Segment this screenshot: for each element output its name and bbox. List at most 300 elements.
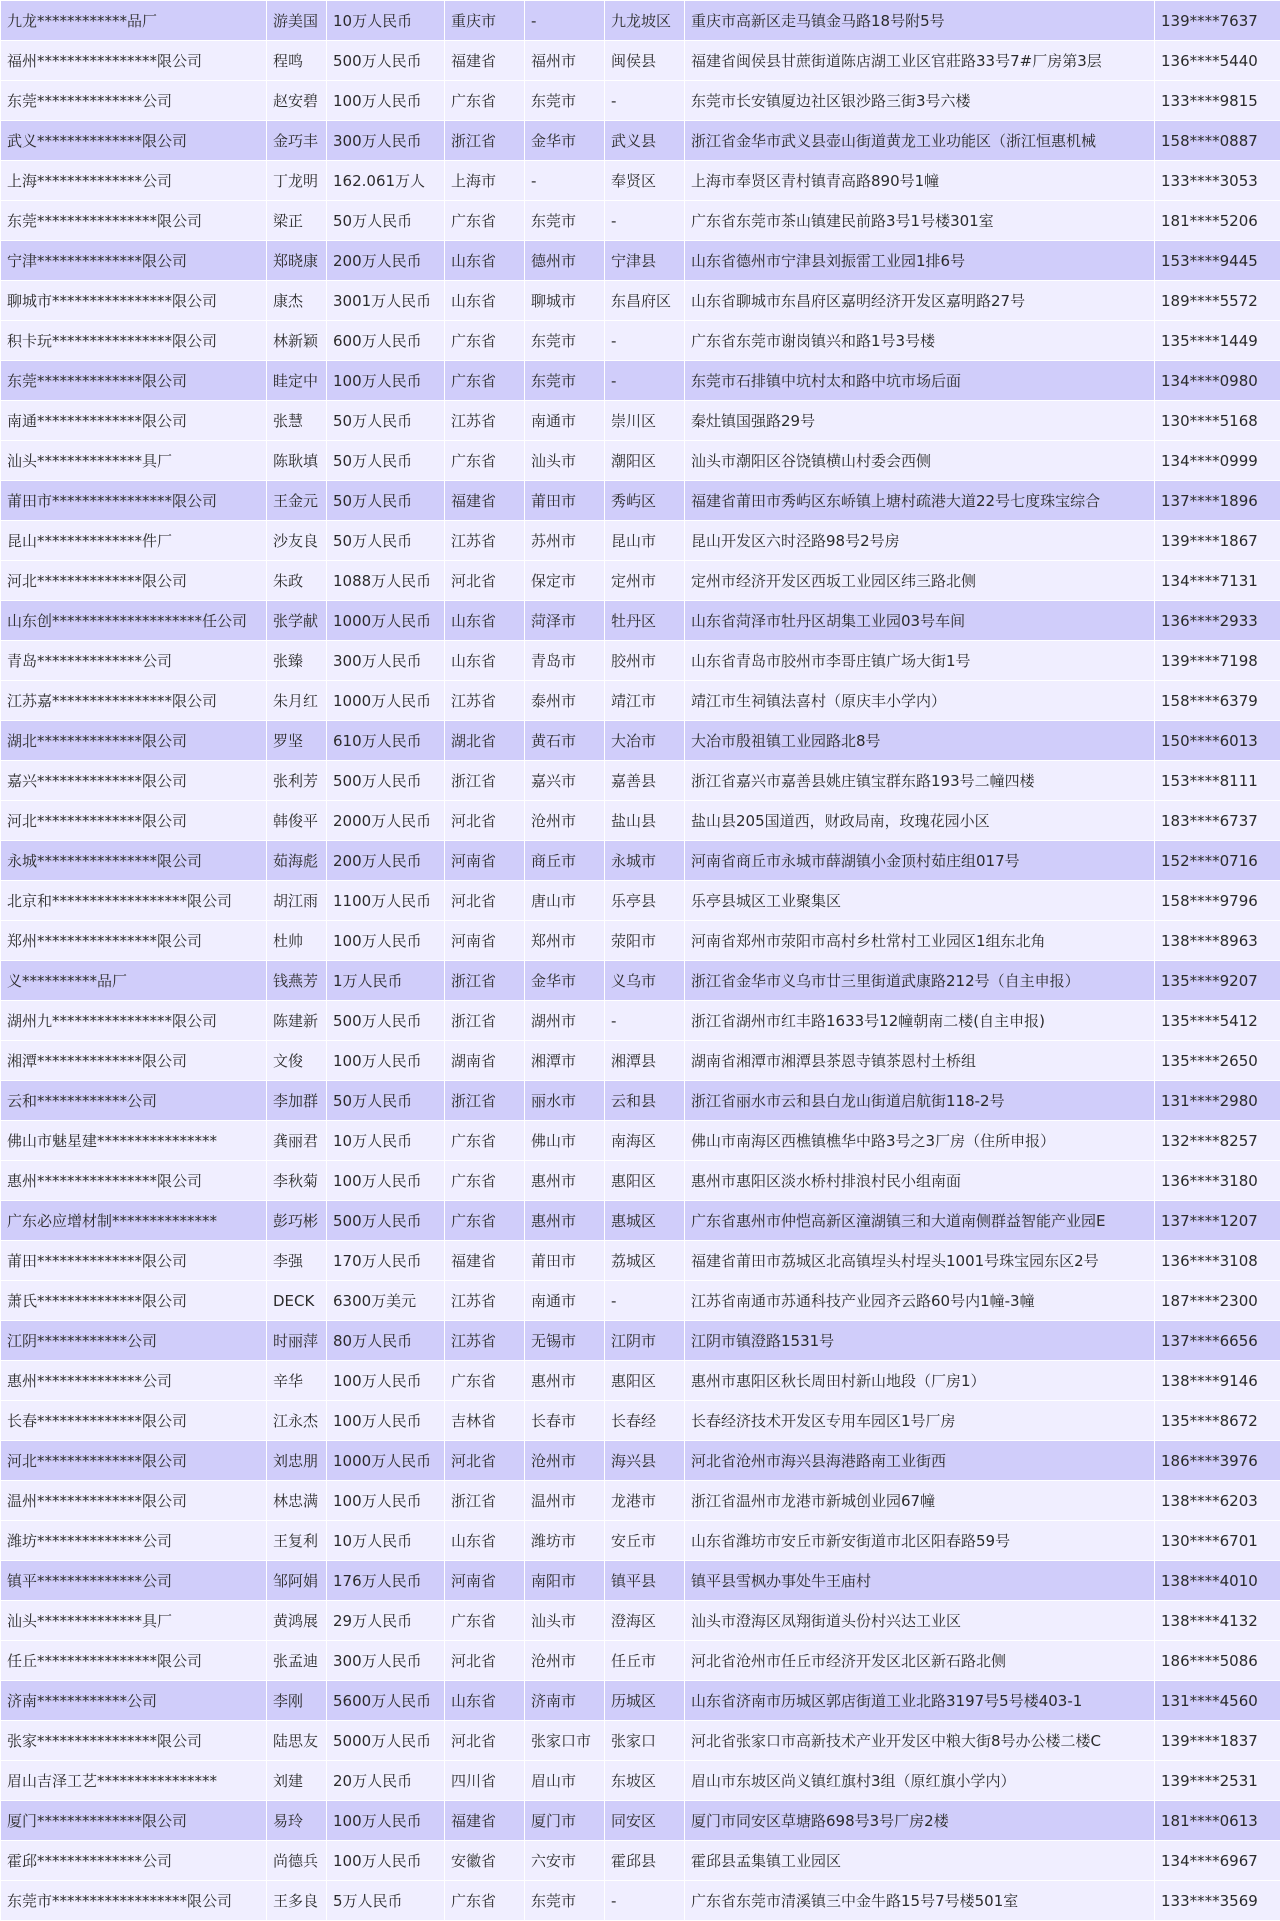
city-cell: 湖州市	[525, 1001, 605, 1041]
district-cell: 昆山市	[605, 521, 685, 561]
phone-cell: 186****5086	[1155, 1641, 1280, 1681]
district-cell: 永城市	[605, 841, 685, 881]
registered-capital-cell: 3001万人民币	[327, 281, 445, 321]
address-cell: 佛山市南海区西樵镇樵华中路3号之3厂房（住所申报）	[685, 1121, 1155, 1161]
table-row	[1, 1041, 1280, 1081]
registered-capital-cell: 10万人民币	[327, 1521, 445, 1561]
phone-cell: 139****7637	[1155, 1, 1280, 41]
city-cell: 莆田市	[525, 1241, 605, 1281]
city-cell: 沧州市	[525, 1441, 605, 1481]
company-name-cell: 河北**************限公司	[1, 1441, 267, 1481]
phone-cell: 181****5206	[1155, 201, 1280, 241]
phone-cell: 135****2650	[1155, 1041, 1280, 1081]
city-cell: 湘潭市	[525, 1041, 605, 1081]
district-cell: 东坡区	[605, 1761, 685, 1801]
district-cell: 乐亭县	[605, 881, 685, 921]
registered-capital-cell: 6300万美元	[327, 1281, 445, 1321]
address-cell: 长春经济技术开发区专用车园区1号厂房	[685, 1401, 1155, 1441]
city-cell: 唐山市	[525, 881, 605, 921]
contact-name-cell: 王多良	[267, 1881, 327, 1921]
table-row	[1, 1401, 1280, 1441]
contact-name-cell: 林新颖	[267, 321, 327, 361]
registered-capital-cell: 170万人民币	[327, 1241, 445, 1281]
city-cell: 聊城市	[525, 281, 605, 321]
registered-capital-cell: 50万人民币	[327, 401, 445, 441]
phone-cell: 152****0716	[1155, 841, 1280, 881]
district-cell: 任丘市	[605, 1641, 685, 1681]
district-cell: 同安区	[605, 1801, 685, 1841]
company-name-cell: 广东必应增材制**************	[1, 1201, 267, 1241]
province-cell: 上海市	[445, 161, 525, 201]
address-cell: 厦门市同安区草塘路698号3号厂房2楼	[685, 1801, 1155, 1841]
phone-cell: 138****9146	[1155, 1361, 1280, 1401]
city-cell: 嘉兴市	[525, 761, 605, 801]
address-cell: 湖南省湘潭市湘潭县茶恩寺镇茶恩村土桥组	[685, 1041, 1155, 1081]
province-cell: 江苏省	[445, 521, 525, 561]
registered-capital-cell: 162.061万人	[327, 161, 445, 201]
company-name-cell: 福州****************限公司	[1, 41, 267, 81]
registered-capital-cell: 100万人民币	[327, 1361, 445, 1401]
table-row	[1, 1841, 1280, 1881]
phone-cell: 134****0999	[1155, 441, 1280, 481]
company-name-cell: 东莞市******************限公司	[1, 1881, 267, 1921]
district-cell: -	[605, 1881, 685, 1921]
address-cell: 福建省莆田市秀屿区东峤镇上塘村疏港大道22号七度珠宝综合	[685, 481, 1155, 521]
city-cell: 惠州市	[525, 1161, 605, 1201]
district-cell: 定州市	[605, 561, 685, 601]
registered-capital-cell: 1000万人民币	[327, 1441, 445, 1481]
table-row	[1, 321, 1280, 361]
phone-cell: 189****5572	[1155, 281, 1280, 321]
phone-cell: 183****6737	[1155, 801, 1280, 841]
city-cell: 汕头市	[525, 1601, 605, 1641]
province-cell: 浙江省	[445, 1081, 525, 1121]
registered-capital-cell: 80万人民币	[327, 1321, 445, 1361]
table-row	[1, 1321, 1280, 1361]
province-cell: 山东省	[445, 1681, 525, 1721]
province-cell: 河南省	[445, 1561, 525, 1601]
registered-capital-cell: 1000万人民币	[327, 601, 445, 641]
registered-capital-cell: 100万人民币	[327, 1841, 445, 1881]
contact-name-cell: 金巧丰	[267, 121, 327, 161]
company-name-cell: 江苏嘉****************限公司	[1, 681, 267, 721]
province-cell: 吉林省	[445, 1401, 525, 1441]
province-cell: 河北省	[445, 561, 525, 601]
registered-capital-cell: 20万人民币	[327, 1761, 445, 1801]
district-cell: -	[605, 81, 685, 121]
address-cell: 惠州市惠阳区淡水桥村排浪村民小组南面	[685, 1161, 1155, 1201]
contact-name-cell: 丁龙明	[267, 161, 327, 201]
city-cell: 东莞市	[525, 81, 605, 121]
company-name-cell: 潍坊**************公司	[1, 1521, 267, 1561]
phone-cell: 133****3053	[1155, 161, 1280, 201]
phone-cell: 135****1449	[1155, 321, 1280, 361]
contact-name-cell: 梁正	[267, 201, 327, 241]
province-cell: 广东省	[445, 321, 525, 361]
table-row	[1, 1241, 1280, 1281]
table-row	[1, 1561, 1280, 1601]
registered-capital-cell: 1000万人民币	[327, 681, 445, 721]
phone-cell: 137****6656	[1155, 1321, 1280, 1361]
contact-name-cell: 程鸣	[267, 41, 327, 81]
district-cell: 镇平县	[605, 1561, 685, 1601]
contact-name-cell: 王复利	[267, 1521, 327, 1561]
table-row	[1, 1761, 1280, 1801]
district-cell: 南海区	[605, 1121, 685, 1161]
contact-name-cell: 李刚	[267, 1681, 327, 1721]
district-cell: 崇川区	[605, 401, 685, 441]
province-cell: 浙江省	[445, 1481, 525, 1521]
city-cell: 济南市	[525, 1681, 605, 1721]
company-name-cell: 湘潭**************限公司	[1, 1041, 267, 1081]
address-cell: 浙江省嘉兴市嘉善县姚庄镇宝群东路193号二幢四楼	[685, 761, 1155, 801]
registered-capital-cell: 2000万人民币	[327, 801, 445, 841]
registered-capital-cell: 300万人民币	[327, 1641, 445, 1681]
company-name-cell: 眉山吉泽工艺****************	[1, 1761, 267, 1801]
province-cell: 河北省	[445, 1721, 525, 1761]
province-cell: 四川省	[445, 1761, 525, 1801]
city-cell: 佛山市	[525, 1121, 605, 1161]
district-cell: 闽侯县	[605, 41, 685, 81]
company-name-cell: 镇平**************公司	[1, 1561, 267, 1601]
table-row	[1, 641, 1280, 681]
phone-cell: 158****9796	[1155, 881, 1280, 921]
table-row	[1, 1481, 1280, 1521]
table-row	[1, 1681, 1280, 1721]
address-cell: 河北省沧州市海兴县海港路南工业街西	[685, 1441, 1155, 1481]
company-name-cell: 佛山市魅星建****************	[1, 1121, 267, 1161]
district-cell: -	[605, 1281, 685, 1321]
registered-capital-cell: 610万人民币	[327, 721, 445, 761]
company-name-cell: 昆山**************件厂	[1, 521, 267, 561]
contact-name-cell: 文俊	[267, 1041, 327, 1081]
city-cell: 金华市	[525, 961, 605, 1001]
contact-name-cell: 杜帅	[267, 921, 327, 961]
company-name-cell: 河北**************限公司	[1, 561, 267, 601]
address-cell: 河南省商丘市永城市薛湖镇小金顶村茹庄组017号	[685, 841, 1155, 881]
registered-capital-cell: 50万人民币	[327, 441, 445, 481]
district-cell: 盐山县	[605, 801, 685, 841]
district-cell: 张家口	[605, 1721, 685, 1761]
city-cell: 东莞市	[525, 201, 605, 241]
address-cell: 福建省闽侯县甘蔗街道陈店湖工业区官莊路33号7#厂房第3层	[685, 41, 1155, 81]
company-name-cell: 郑州****************限公司	[1, 921, 267, 961]
table-row	[1, 761, 1280, 801]
table-row	[1, 161, 1280, 201]
registered-capital-cell: 10万人民币	[327, 1121, 445, 1161]
province-cell: 山东省	[445, 281, 525, 321]
table-row	[1, 441, 1280, 481]
table-row	[1, 1601, 1280, 1641]
city-cell: 泰州市	[525, 681, 605, 721]
registered-capital-cell: 300万人民币	[327, 641, 445, 681]
city-cell: 惠州市	[525, 1361, 605, 1401]
phone-cell: 138****4010	[1155, 1561, 1280, 1601]
contact-name-cell: 易玲	[267, 1801, 327, 1841]
city-cell: 沧州市	[525, 1641, 605, 1681]
company-name-cell: 武义**************限公司	[1, 121, 267, 161]
address-cell: 广东省东莞市谢岗镇兴和路1号3号楼	[685, 321, 1155, 361]
company-name-cell: 义**********品厂	[1, 961, 267, 1001]
city-cell: 南通市	[525, 1281, 605, 1321]
province-cell: 福建省	[445, 1241, 525, 1281]
city-cell: -	[525, 1, 605, 41]
phone-cell: 158****6379	[1155, 681, 1280, 721]
contact-name-cell: 赵安碧	[267, 81, 327, 121]
company-name-cell: 济南************公司	[1, 1681, 267, 1721]
address-cell: 浙江省金华市义乌市廿三里街道武康路212号（自主申报）	[685, 961, 1155, 1001]
contact-name-cell: 李秋菊	[267, 1161, 327, 1201]
contact-name-cell: 游美国	[267, 1, 327, 41]
province-cell: 山东省	[445, 601, 525, 641]
table-row	[1, 1001, 1280, 1041]
address-cell: 山东省济南市历城区郭店街道工业北路3197号5号楼403-1	[685, 1681, 1155, 1721]
phone-cell: 132****8257	[1155, 1121, 1280, 1161]
province-cell: 重庆市	[445, 1, 525, 41]
contact-name-cell: 辛华	[267, 1361, 327, 1401]
contact-name-cell: 郑晓康	[267, 241, 327, 281]
contact-name-cell: 王金元	[267, 481, 327, 521]
registered-capital-cell: 300万人民币	[327, 121, 445, 161]
contact-name-cell: 张孟迪	[267, 1641, 327, 1681]
contact-name-cell: 陆思友	[267, 1721, 327, 1761]
province-cell: 浙江省	[445, 121, 525, 161]
address-cell: 盐山县205国道西，财政局南，玫瑰花园小区	[685, 801, 1155, 841]
province-cell: 福建省	[445, 481, 525, 521]
contact-name-cell: 刘建	[267, 1761, 327, 1801]
address-cell: 上海市奉贤区青村镇青高路890号1幢	[685, 161, 1155, 201]
province-cell: 江苏省	[445, 401, 525, 441]
phone-cell: 187****2300	[1155, 1281, 1280, 1321]
province-cell: 山东省	[445, 641, 525, 681]
phone-cell: 139****7198	[1155, 641, 1280, 681]
registered-capital-cell: 50万人民币	[327, 521, 445, 561]
table-row	[1, 601, 1280, 641]
phone-cell: 133****3569	[1155, 1881, 1280, 1921]
province-cell: 江苏省	[445, 681, 525, 721]
address-cell: 汕头市澄海区凤翔街道头份村兴达工业区	[685, 1601, 1155, 1641]
address-cell: 山东省潍坊市安丘市新安街道市北区阳春路59号	[685, 1521, 1155, 1561]
city-cell: 保定市	[525, 561, 605, 601]
table-row	[1, 1721, 1280, 1761]
province-cell: 山东省	[445, 1521, 525, 1561]
table-row	[1, 841, 1280, 881]
contact-name-cell: 张臻	[267, 641, 327, 681]
phone-cell: 153****8111	[1155, 761, 1280, 801]
company-name-cell: 霍邱**************公司	[1, 1841, 267, 1881]
registered-capital-cell: 600万人民币	[327, 321, 445, 361]
address-cell: 广东省惠州市仲恺高新区潼湖镇三和大道南侧群益智能产业园E	[685, 1201, 1155, 1241]
province-cell: 湖南省	[445, 1041, 525, 1081]
district-cell: 九龙坡区	[605, 1, 685, 41]
company-name-cell: 宁津**************限公司	[1, 241, 267, 281]
city-cell: 汕头市	[525, 441, 605, 481]
phone-cell: 137****1896	[1155, 481, 1280, 521]
province-cell: 河南省	[445, 841, 525, 881]
contact-name-cell: 朱月红	[267, 681, 327, 721]
address-cell: 河南省郑州市荥阳市高村乡杜常村工业园区1组东北角	[685, 921, 1155, 961]
district-cell: 嘉善县	[605, 761, 685, 801]
table-row	[1, 1281, 1280, 1321]
district-cell: -	[605, 1001, 685, 1041]
address-cell: 定州市经济开发区西坂工业园区纬三路北侧	[685, 561, 1155, 601]
phone-cell: 131****4560	[1155, 1681, 1280, 1721]
city-cell: 东莞市	[525, 361, 605, 401]
table-row	[1, 481, 1280, 521]
address-cell: 广东省东莞市茶山镇建民前路3号1号楼301室	[685, 201, 1155, 241]
registered-capital-cell: 10万人民币	[327, 1, 445, 41]
company-name-cell: 湖州九****************限公司	[1, 1001, 267, 1041]
province-cell: 江苏省	[445, 1321, 525, 1361]
city-cell: 温州市	[525, 1481, 605, 1521]
contact-name-cell: 张利芳	[267, 761, 327, 801]
phone-cell: 134****7131	[1155, 561, 1280, 601]
address-cell: 汕头市潮阳区谷饶镇横山村委会西侧	[685, 441, 1155, 481]
phone-cell: 139****1867	[1155, 521, 1280, 561]
company-name-cell: 嘉兴**************限公司	[1, 761, 267, 801]
contact-name-cell: 刘忠朋	[267, 1441, 327, 1481]
city-cell: 苏州市	[525, 521, 605, 561]
table-row	[1, 1881, 1280, 1921]
contact-name-cell: 龚丽君	[267, 1121, 327, 1161]
district-cell: 荥阳市	[605, 921, 685, 961]
registered-capital-cell: 200万人民币	[327, 841, 445, 881]
contact-name-cell: 江永杰	[267, 1401, 327, 1441]
province-cell: 河北省	[445, 881, 525, 921]
table-row	[1, 721, 1280, 761]
address-cell: 江苏省南通市苏通科技产业园齐云路60号内1幢-3幢	[685, 1281, 1155, 1321]
registered-capital-cell: 1100万人民币	[327, 881, 445, 921]
registered-capital-cell: 100万人民币	[327, 361, 445, 401]
district-cell: 牡丹区	[605, 601, 685, 641]
registered-capital-cell: 5600万人民币	[327, 1681, 445, 1721]
city-cell: 惠州市	[525, 1201, 605, 1241]
contact-name-cell: 时丽萍	[267, 1321, 327, 1361]
registered-capital-cell: 100万人民币	[327, 1161, 445, 1201]
city-cell: 眉山市	[525, 1761, 605, 1801]
contact-name-cell: 李强	[267, 1241, 327, 1281]
district-cell: 江阴市	[605, 1321, 685, 1361]
phone-cell: 136****3180	[1155, 1161, 1280, 1201]
company-name-cell: 云和************公司	[1, 1081, 267, 1121]
phone-cell: 135****8672	[1155, 1401, 1280, 1441]
address-cell: 河北省沧州市任丘市经济开发区北区新石路北侧	[685, 1641, 1155, 1681]
phone-cell: 134****6967	[1155, 1841, 1280, 1881]
address-cell: 眉山市东坡区尚义镇红旗村3组（原红旗小学内）	[685, 1761, 1155, 1801]
registered-capital-cell: 200万人民币	[327, 241, 445, 281]
district-cell: 靖江市	[605, 681, 685, 721]
province-cell: 河北省	[445, 1441, 525, 1481]
district-cell: -	[605, 201, 685, 241]
contact-name-cell: 邹阿娟	[267, 1561, 327, 1601]
address-cell: 镇平县雪枫办事处牛王庙村	[685, 1561, 1155, 1601]
city-cell: 张家口市	[525, 1721, 605, 1761]
phone-cell: 186****3976	[1155, 1441, 1280, 1481]
company-name-cell: 东莞**************限公司	[1, 361, 267, 401]
table-row	[1, 681, 1280, 721]
phone-cell: 138****8963	[1155, 921, 1280, 961]
phone-cell: 133****9815	[1155, 81, 1280, 121]
contact-name-cell: 张学献	[267, 601, 327, 641]
district-cell: 大冶市	[605, 721, 685, 761]
district-cell: 奉贤区	[605, 161, 685, 201]
table-row	[1, 961, 1280, 1001]
table-row	[1, 1121, 1280, 1161]
city-cell: 长春市	[525, 1401, 605, 1441]
table-row	[1, 1201, 1280, 1241]
address-cell: 山东省聊城市东昌府区嘉明经济开发区嘉明路27号	[685, 281, 1155, 321]
province-cell: 广东省	[445, 1881, 525, 1921]
district-cell: 惠阳区	[605, 1161, 685, 1201]
table-row	[1, 1, 1280, 41]
district-cell: -	[605, 321, 685, 361]
province-cell: 广东省	[445, 1201, 525, 1241]
company-name-cell: 南通**************限公司	[1, 401, 267, 441]
city-cell: 青岛市	[525, 641, 605, 681]
city-cell: -	[525, 161, 605, 201]
registered-capital-cell: 1088万人民币	[327, 561, 445, 601]
province-cell: 广东省	[445, 81, 525, 121]
phone-cell: 136****3108	[1155, 1241, 1280, 1281]
district-cell: 义乌市	[605, 961, 685, 1001]
district-cell: 澄海区	[605, 1601, 685, 1641]
district-cell: 秀屿区	[605, 481, 685, 521]
phone-cell: 158****0887	[1155, 121, 1280, 161]
company-name-cell: 永城****************限公司	[1, 841, 267, 881]
city-cell: 黄石市	[525, 721, 605, 761]
company-name-cell: 长春**************限公司	[1, 1401, 267, 1441]
contact-name-cell: 张慧	[267, 401, 327, 441]
contact-name-cell: 黄鸿展	[267, 1601, 327, 1641]
address-cell: 昆山开发区六时泾路98号2号房	[685, 521, 1155, 561]
province-cell: 广东省	[445, 361, 525, 401]
address-cell: 江阴市镇澄路1531号	[685, 1321, 1155, 1361]
table-row	[1, 1801, 1280, 1841]
registered-capital-cell: 5000万人民币	[327, 1721, 445, 1761]
province-cell: 福建省	[445, 1801, 525, 1841]
table-row	[1, 1081, 1280, 1121]
address-cell: 浙江省丽水市云和县白龙山街道启航街118-2号	[685, 1081, 1155, 1121]
province-cell: 广东省	[445, 201, 525, 241]
contact-name-cell: 胡江雨	[267, 881, 327, 921]
city-cell: 菏泽市	[525, 601, 605, 641]
phone-cell: 136****2933	[1155, 601, 1280, 641]
address-cell: 秦灶镇国强路29号	[685, 401, 1155, 441]
district-cell: 东昌府区	[605, 281, 685, 321]
company-name-cell: 惠州****************限公司	[1, 1161, 267, 1201]
address-cell: 山东省德州市宁津县刘振雷工业园1排6号	[685, 241, 1155, 281]
phone-cell: 153****9445	[1155, 241, 1280, 281]
table-row	[1, 921, 1280, 961]
district-cell: 惠城区	[605, 1201, 685, 1241]
contact-name-cell: 尚德兵	[267, 1841, 327, 1881]
contact-name-cell: 罗坚	[267, 721, 327, 761]
phone-cell: 138****6203	[1155, 1481, 1280, 1521]
province-cell: 广东省	[445, 1121, 525, 1161]
city-cell: 德州市	[525, 241, 605, 281]
table-row	[1, 1521, 1280, 1561]
address-cell: 山东省青岛市胶州市李哥庄镇广场大街1号	[685, 641, 1155, 681]
contact-name-cell: 陈建新	[267, 1001, 327, 1041]
province-cell: 浙江省	[445, 761, 525, 801]
province-cell: 安徽省	[445, 1841, 525, 1881]
phone-cell: 181****0613	[1155, 1801, 1280, 1841]
address-cell: 大冶市殷祖镇工业园路北8号	[685, 721, 1155, 761]
table-row	[1, 1441, 1280, 1481]
province-cell: 广东省	[445, 441, 525, 481]
address-cell: 东莞市长安镇厦边社区银沙路三街3号六楼	[685, 81, 1155, 121]
company-name-cell: 九龙************品厂	[1, 1, 267, 41]
